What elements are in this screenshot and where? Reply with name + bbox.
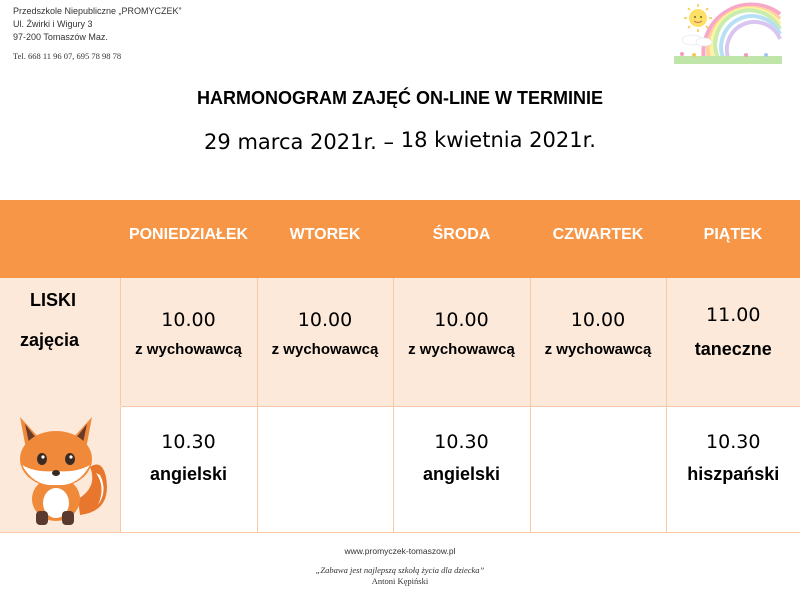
- slot-friday-1: [666, 278, 800, 406]
- slot-time: 10.00: [161, 309, 216, 331]
- table-row: [0, 278, 800, 406]
- slot-wednesday-1: [393, 278, 530, 406]
- slot-activity: hiszpański: [687, 463, 780, 484]
- slot-wednesday-2: [393, 406, 530, 532]
- slot-thursday-1: [530, 278, 666, 406]
- school-info: [13, 5, 182, 63]
- date-end: 18 kwietnia 2021r.: [400, 128, 596, 152]
- rainbow-logo-icon: [674, 2, 782, 64]
- day-friday: PIĄTEK: [703, 226, 763, 243]
- slot-time: 10.00: [434, 309, 489, 331]
- schedule-table: [0, 200, 800, 533]
- fox-cell: [0, 406, 120, 532]
- table-row: [0, 406, 800, 532]
- day-monday: PONIEDZIAŁEK: [128, 226, 249, 243]
- slot-time: 10.00: [570, 309, 626, 331]
- day-thursday: CZWARTEK: [552, 226, 644, 243]
- slot-activity: angielski: [422, 463, 501, 484]
- days-header-row: [0, 200, 800, 278]
- slot-tuesday-1: [257, 278, 393, 406]
- group-label-cell: [0, 278, 120, 406]
- slot-time: 10.30: [434, 430, 489, 453]
- slot-activity: z wychowawcą: [544, 341, 652, 358]
- slot-time: 10.30: [161, 430, 216, 453]
- slot-activity: z wychowawcą: [135, 341, 242, 358]
- corner-cell: [0, 200, 120, 278]
- slot-activity: angielski: [149, 463, 228, 484]
- slot-friday-2: [666, 406, 800, 532]
- slot-time: 11.00: [706, 304, 761, 326]
- slot-time: 10.30: [706, 430, 761, 453]
- school-city: 97-200 Tomaszów Maz.: [13, 32, 108, 42]
- slot-thursday-2: [530, 406, 666, 532]
- slot-tuesday-2: [257, 406, 393, 532]
- page-title: HARMONOGRAM ZAJĘĆ ON-LINE W TERMINIE: [197, 88, 603, 108]
- footer-quote: „Zabawa jest najlepszą szkołą życia dla dziecka”: [315, 565, 485, 575]
- slot-time: 10.00: [297, 309, 353, 331]
- school-street: Ul. Żwirki i Wigury 3: [13, 19, 93, 29]
- quote-author: Antoni Kępiński: [371, 576, 429, 586]
- day-wednesday: ŚRODA: [432, 226, 491, 243]
- school-name: Przedszkole Niepubliczne „PROMYCZEK”: [13, 6, 182, 16]
- day-tuesday: WTOREK: [289, 226, 361, 243]
- date-range: [0, 130, 800, 154]
- slot-activity: taneczne: [694, 339, 772, 359]
- fox-icon: [10, 407, 114, 531]
- group-name: LISKI: [30, 290, 77, 310]
- slot-monday-2: [120, 406, 257, 532]
- date-start: 29 marca 2021r. –: [204, 130, 395, 154]
- slot-activity: z wychowawcą: [271, 341, 379, 358]
- group-sub: zajęcia: [20, 330, 80, 350]
- slot-activity: z wychowawcą: [408, 341, 515, 358]
- school-phone: Tel. 668 11 96 07, 695 78 98 78: [13, 51, 122, 61]
- website-url: www.promyczek-tomaszow.pl: [344, 546, 456, 556]
- slot-monday-1: [120, 278, 257, 406]
